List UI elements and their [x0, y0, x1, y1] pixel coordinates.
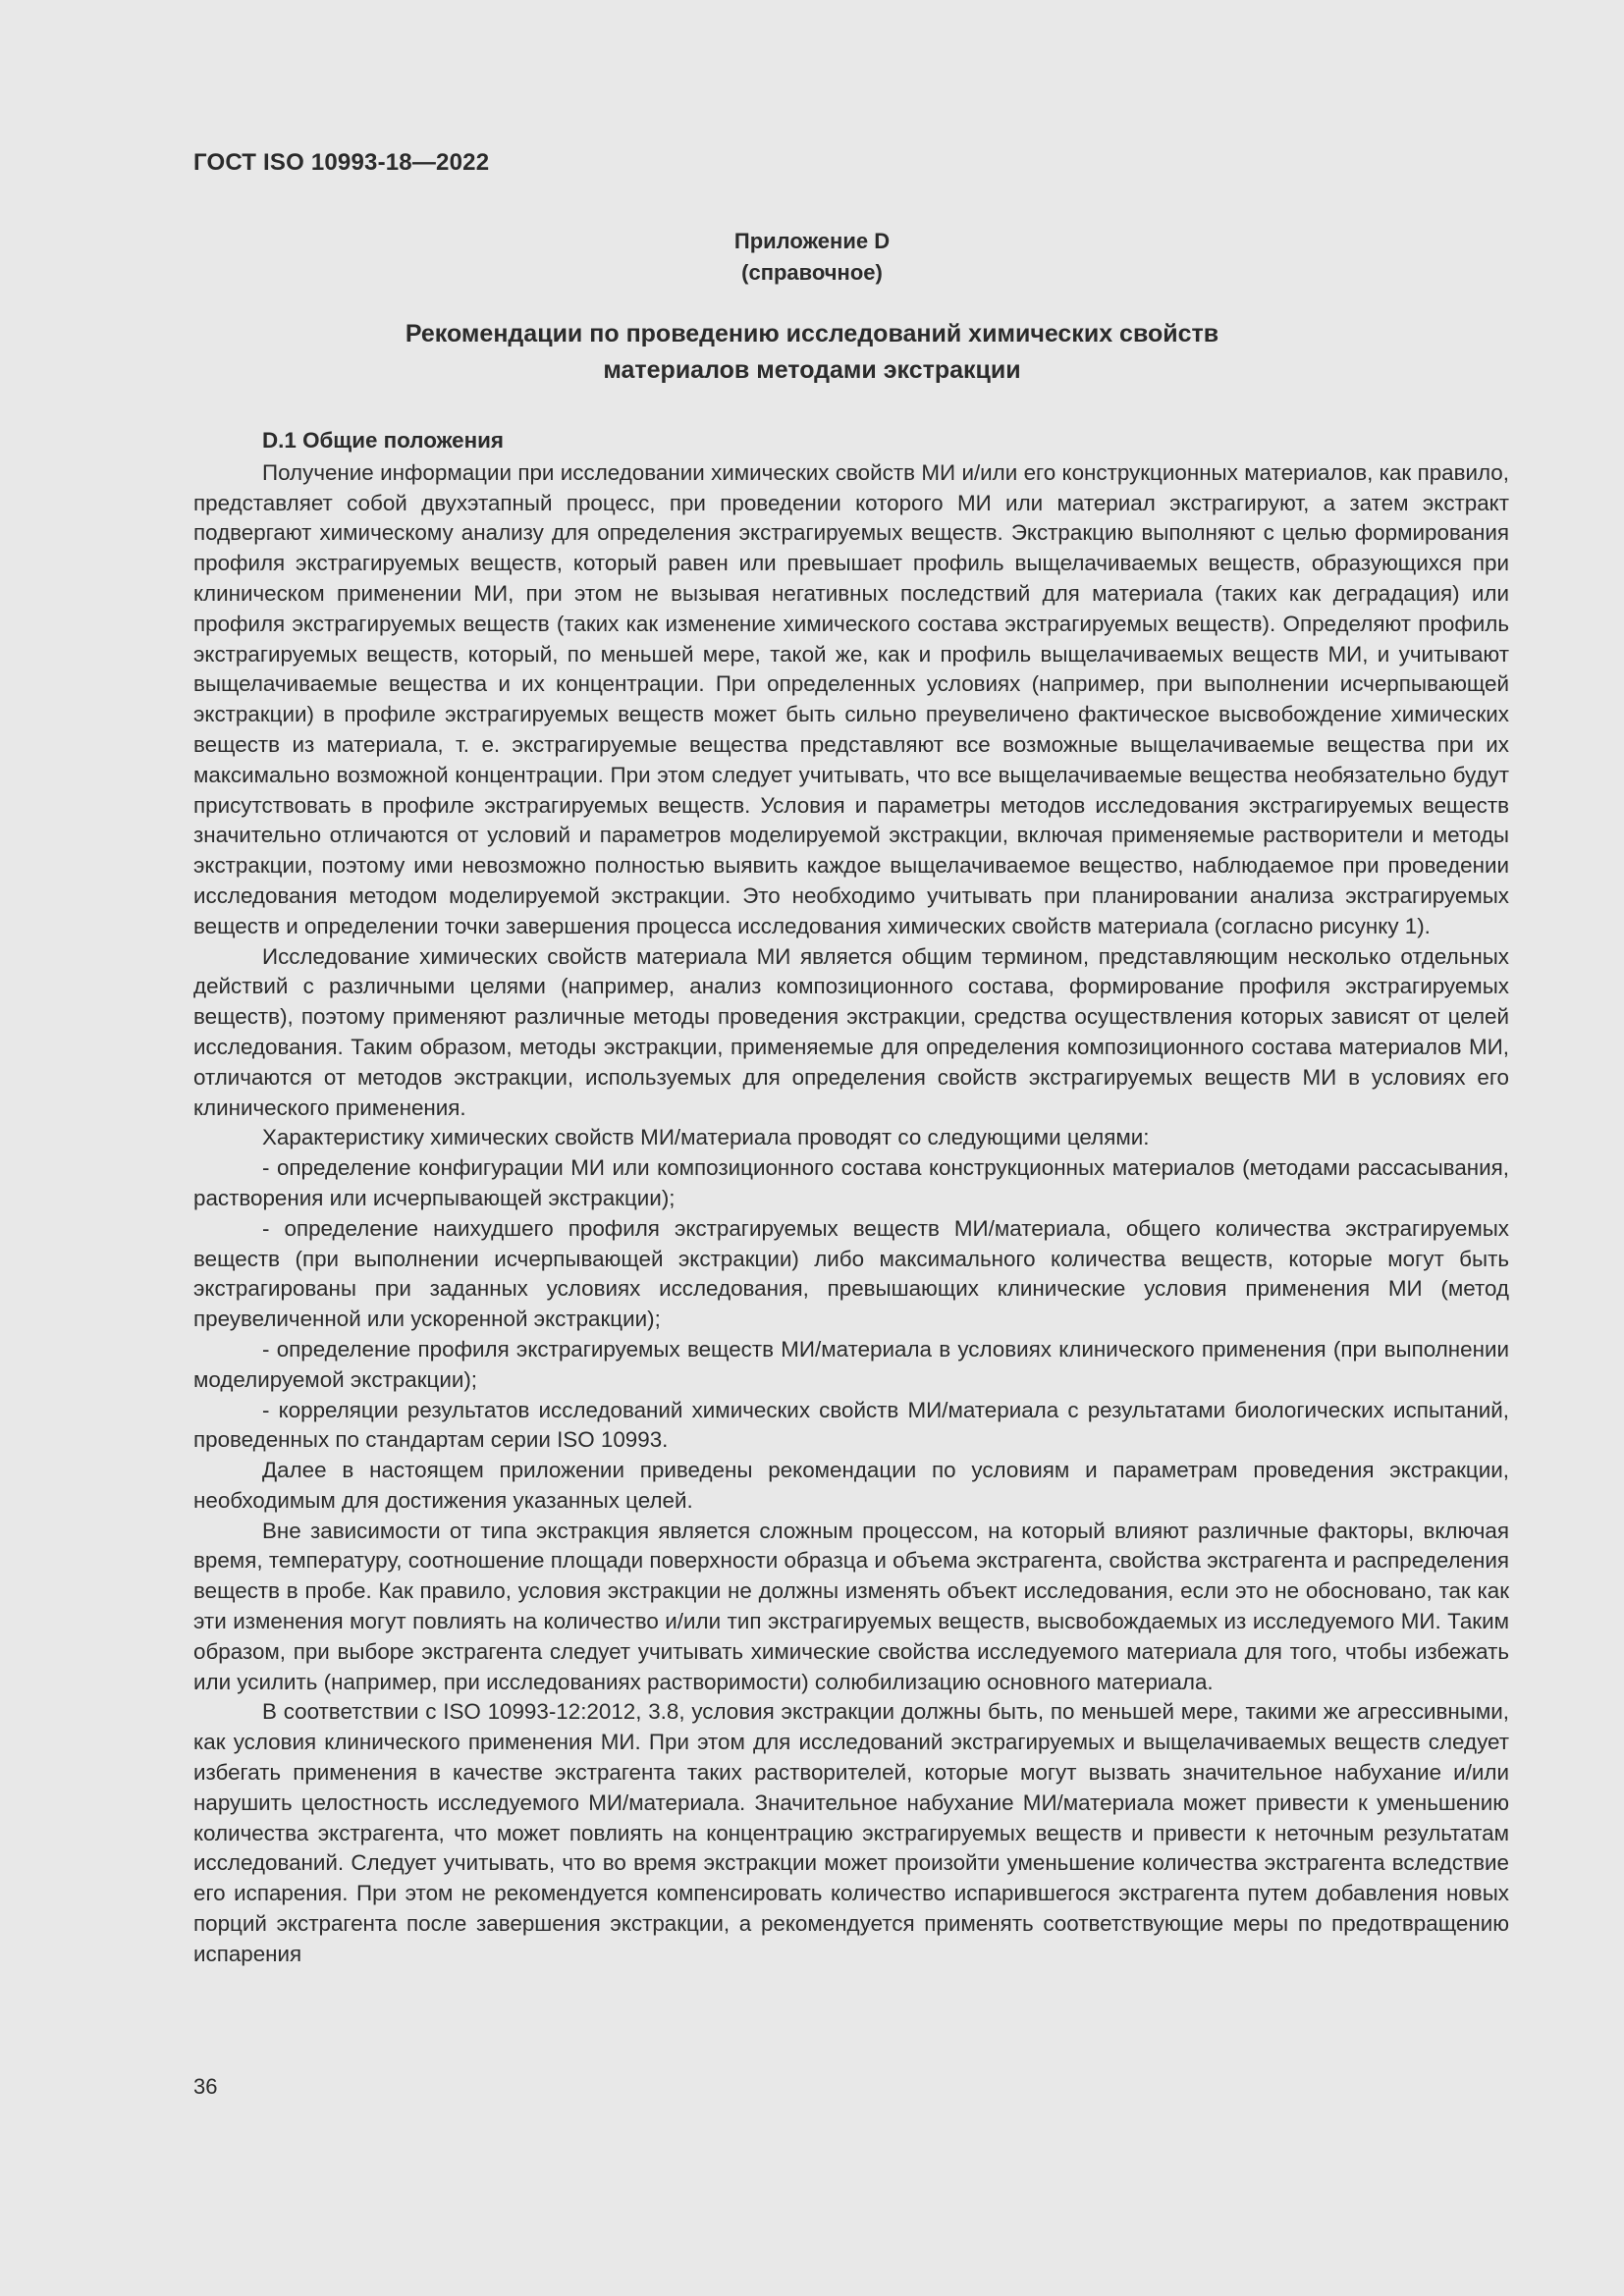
annex-title-line-1: Рекомендации по проведению исследований химических свойств [405, 320, 1219, 347]
paragraph-6: В соответствии с ISO 10993-12:2012, 3.8, условия экстракции должны быть, по меньшей мере, такими же агрессивными, как условия клинического применения МИ. При этом для исследований экстрагируемых и выщелачиваемых веществ следует избегать применения в качестве экстрагента таких растворителей, которые могут вызвать значительное набухание и/или нарушить целостность исследуемого МИ/материала. Значительное набухание МИ/материала может привести к уменьшению количества экстрагента, что может повлиять на концентрацию экстрагируемых веществ и привести к неточным результатам исследований. Следует учитывать, что во время экстракции может произойти уменьшение количества экстрагента вследствие его испарения. При этом не рекомендуется компенсировать количество испарившегося экстрагента путем добавления новых порций экстрагента после завершения экстракции, а рекомендуется применять соответствующие меры по предотвращению испарения [193, 1699, 1509, 1966]
section-heading: D.1 Общие положения [262, 428, 504, 453]
annex-kind: (справочное) [741, 260, 883, 285]
paragraph-1: Получение информации при исследовании химических свойств МИ и/или его конструкционных материалов, как правило, представляет собой двухэтапный процесс, при проведении которого МИ или материал экстрагируют, а затем экстракт подвергают химическому анализу для определения экстрагируемых веществ. Экстракцию выполняют с целью формирования профиля экстрагируемых веществ, который равен или превышает профиль выщелачиваемых веществ, образующихся при клиническом применении МИ, при этом не вызывая негативных последствий для материала (таких как деградация) или профиля экстрагируемых веществ (таких как изменение химического состава экстрагируемых веществ). Определяют профиль экстрагируемых веществ, который, по меньшей мере, такой же, как и профиль выщелачиваемых веществ МИ, и учитывают выщелачиваемые вещества и их концентрации. При определенных условиях (например, при выполнении исчерпывающей экстракции) в профиле экстрагируемых веществ может быть сильно преувеличено фактическое высвобождение химических веществ из материала, т. е. экстрагируемые вещества представляют все возможные выщелачиваемые вещества при их максимально возможной концентрации. При этом следует учитывать, что все выщелачиваемые вещества необязательно будут присутствовать в профиле экстрагируемых веществ. Условия и параметры методов исследования экстрагируемых веществ значительно отличаются от условий и параметров моделируемой экстракции, включая применяемые растворители и методы экстракции, поэтому ими невозможно полностью выявить каждое выщелачиваемое вещество, наблюдаемое при проведении исследования методом моделируемой экстракции. Это необходимо учитывать при планировании анализа экстрагируемых веществ и определении точки завершения процесса исследования химических свойств материала (согласно рисунку 1). [193, 459, 1509, 938]
standard-code: ГОСТ ISO 10993-18—2022 [193, 149, 490, 176]
paragraph-2: Исследование химических свойств материала МИ является общим термином, представляющим несколько отдельных действий с различными целями (например, анализ композиционного состава, формирование профиля экстрагируемых веществ), поэтому применяют различные методы проведения экстракции, средства осуществления которых зависят от целей исследования. Таким образом, методы экстракции, применяемые для определения композиционного состава материалов МИ, отличаются от методов экстракции, используемых для определения свойств экстрагируемых веществ МИ в условиях его клинического применения. [193, 943, 1509, 1120]
list-item-4: - корреляции результатов исследований химических свойств МИ/материала с результатами биологических испытаний, проведенных по стандартам серии ISO 10993. [193, 1397, 1509, 1453]
list-item-2: - определение наихудшего профиля экстрагируемых веществ МИ/материала, общего количества экстрагируемых веществ (при выполнении исчерпывающей экстракции) либо максимального количества веществ, которые могут быть экстрагированы при заданных условиях исследования, превышающих клинические условия применения МИ (метод преувеличенной или ускоренной экстракции); [193, 1215, 1509, 1332]
paragraph-3: Характеристику химических свойств МИ/материала проводят со следующими целями: [262, 1125, 1150, 1150]
paragraph-4: Далее в настоящем приложении приведены рекомендации по условиям и параметрам проведения экстракции, необходимым для достижения указанных целей. [193, 1458, 1509, 1513]
paragraph-5: Вне зависимости от типа экстракция является сложным процессом, на который влияют различные факторы, включая время, температуру, соотношение площади поверхности образца и объема экстрагента, свойства экстрагента и распределения веществ в пробе. Как правило, условия экстракции не должны изменять объект исследования, если это не обосновано, так как эти изменения могут повлиять на количество и/или тип экстрагируемых веществ, высвобождаемых из исследуемого МИ. Таким образом, при выборе экстрагента следует учитывать химические свойства исследуемого материала для того, чтобы избежать или усилить (например, при исследованиях растворимости) солюбилизацию основного материала. [193, 1518, 1509, 1694]
page-number: 36 [193, 2074, 218, 2099]
annex-label: Приложение D [733, 229, 891, 253]
list-item-1: - определение конфигурации МИ или композиционного состава конструкционных материалов (методами рассасывания, растворения или исчерпывающей экстракции); [193, 1155, 1509, 1210]
annex-title [0, 316, 1624, 389]
annex-heading [0, 226, 1624, 289]
list-item-3: - определение профиля экстрагируемых веществ МИ/материала в условиях клинического применения (при выполнении моделируемой экстракции); [193, 1336, 1509, 1392]
section-body [193, 426, 1509, 1970]
annex-title-line-2: материалов методами экстракции [603, 356, 1021, 384]
